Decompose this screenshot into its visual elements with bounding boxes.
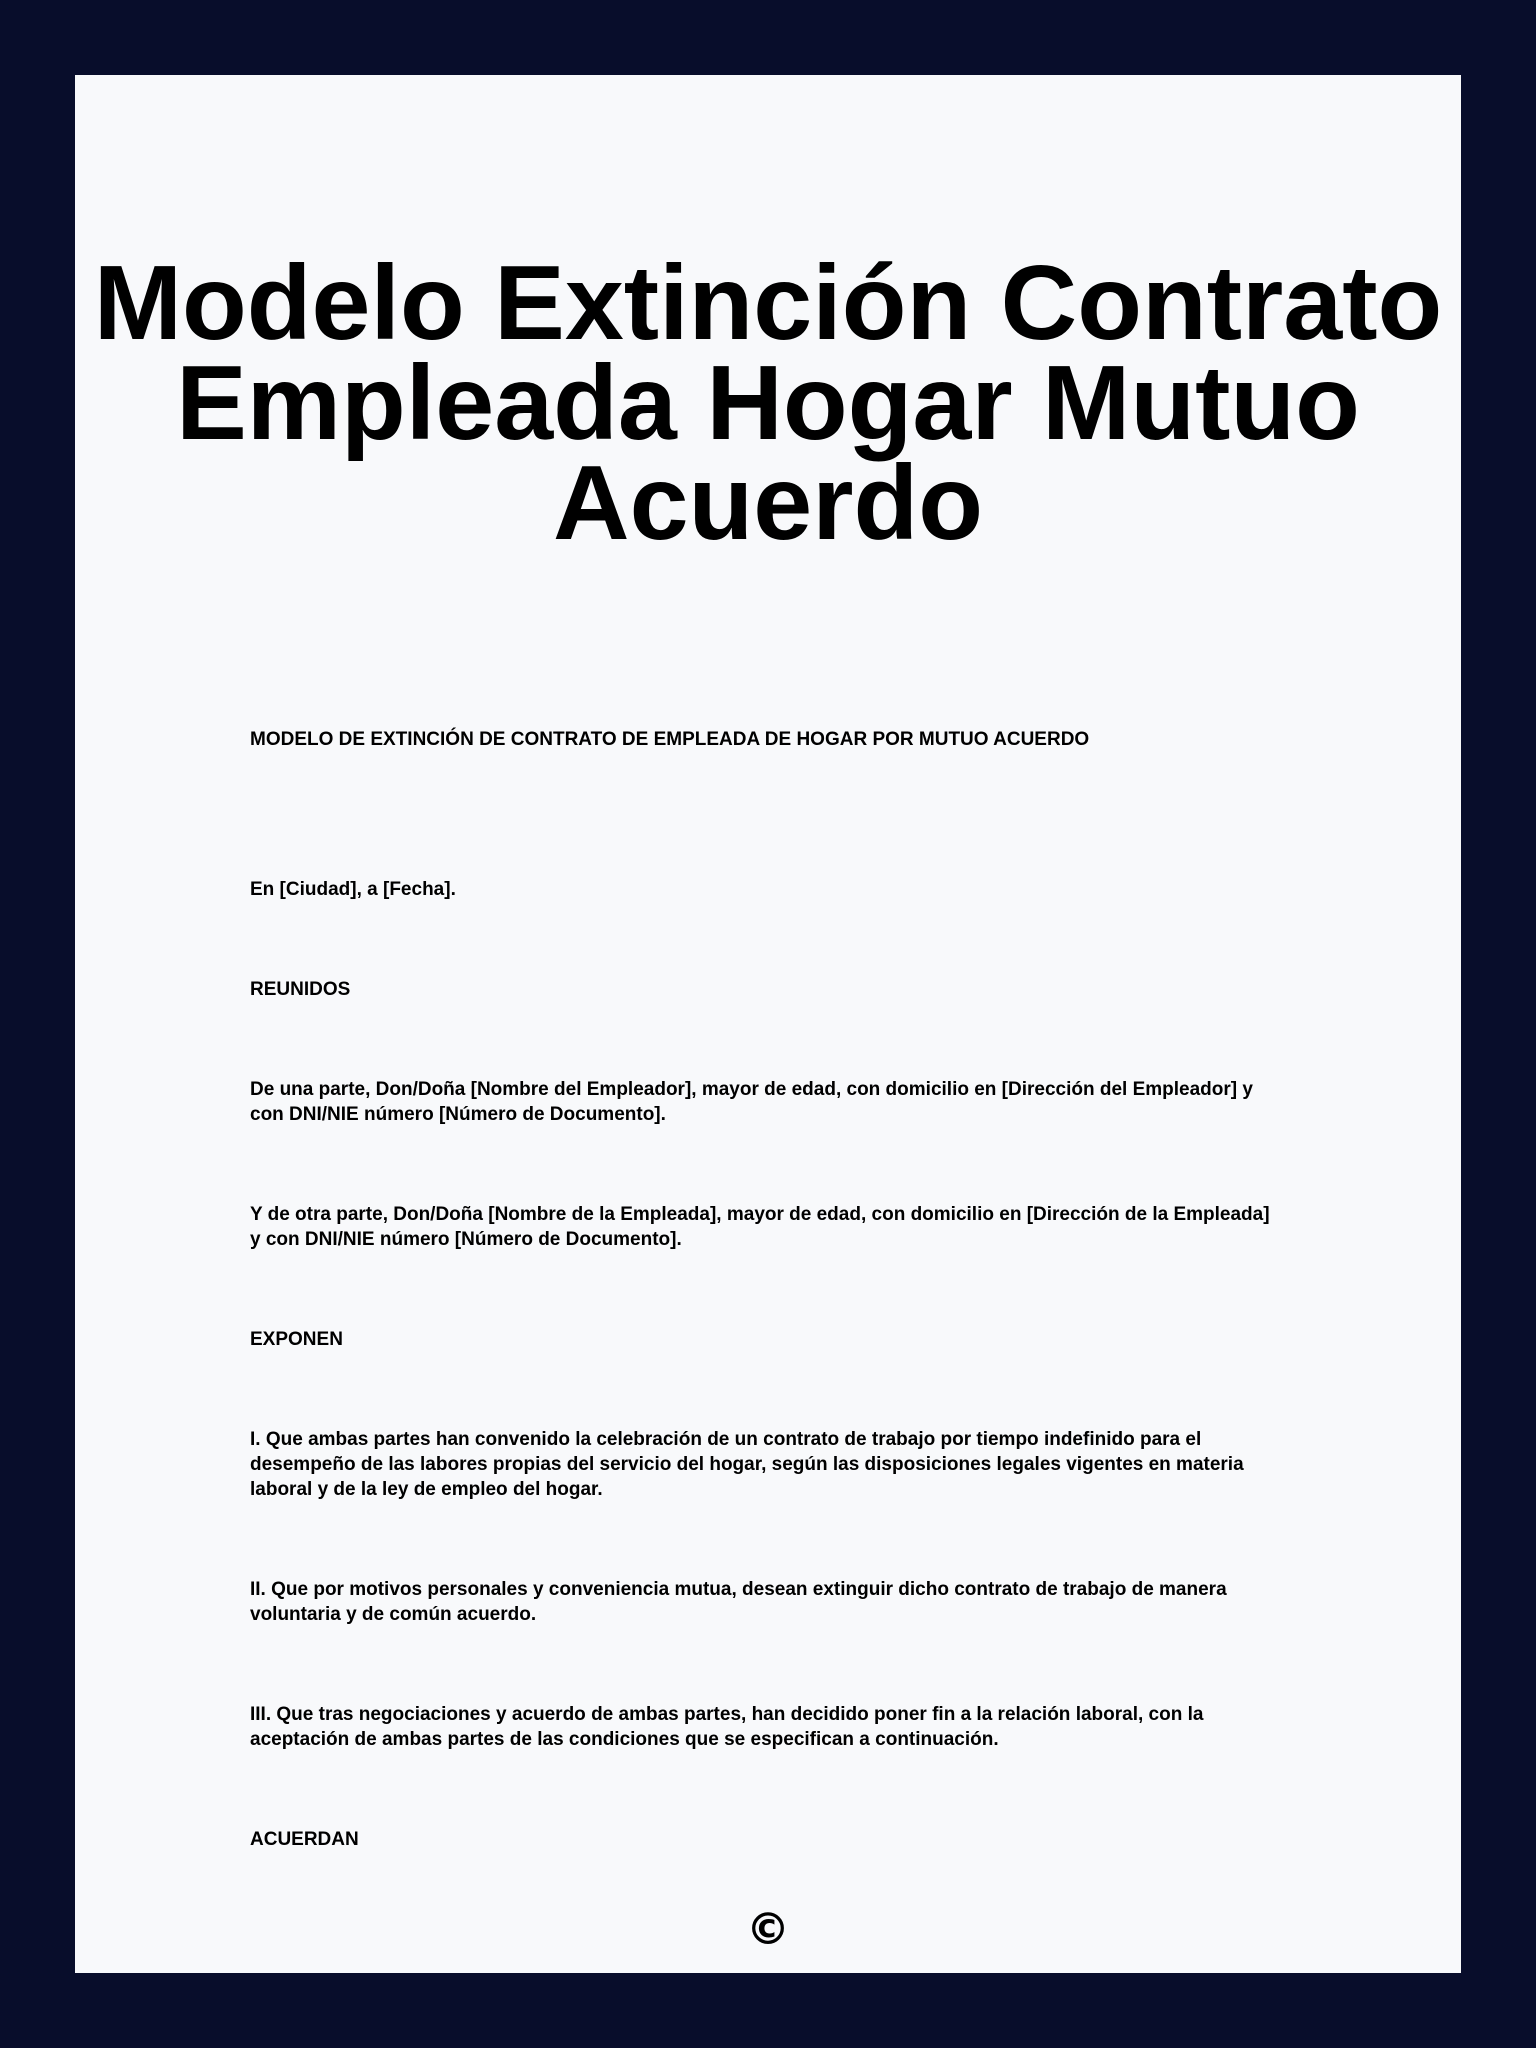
employer-party-paragraph: De una parte, Don/Doña [Nombre del Empleador], mayor de edad, con domicilio en [Dirección del Empleador] y con DNI/NIE número [Número de Documento].: [250, 1079, 1253, 1125]
document-heading: MODELO DE EXTINCIÓN DE CONTRATO DE EMPLEADA DE HOGAR POR MUTUO ACUERDO: [250, 729, 1090, 750]
document-page: [75, 75, 1461, 1973]
clause-i-paragraph: I. Que ambas partes han convenido la celebración de un contrato de trabajo por tiempo indefinido para el desempeño de las labores propias del servicio del hogar, según las disposiciones legales vigentes en materia laboral y de la ley de empleo del hogar.: [250, 1429, 1244, 1500]
reunidos-label: REUNIDOS: [250, 979, 351, 1000]
clause-ii-paragraph: II. Que por motivos personales y conveniencia mutua, desean extinguir dicho contrato de trabajo de manera voluntaria y de común acuerdo.: [250, 1579, 1227, 1625]
acuerdan-label: ACUERDAN: [250, 1829, 359, 1850]
clause-iii-paragraph: III. Que tras negociaciones y acuerdo de ambas partes, han decidido poner fin a la relación laboral, con la aceptación de ambas partes de las condiciones que se especifican a continuación.: [250, 1704, 1204, 1750]
copyright-icon: ©: [746, 1904, 790, 1955]
exponen-label: EXPONEN: [250, 1329, 343, 1350]
employee-party-paragraph: Y de otra parte, Don/Doña [Nombre de la Empleada], mayor de edad, con domicilio en [Dirección de la Empleada] y con DNI/NIE número [Número de Documento].: [250, 1204, 1270, 1250]
place-date-line: En [Ciudad], a [Fecha].: [250, 879, 456, 900]
document-title: Modelo Extinción Contrato Empleada Hogar Mutuo Acuerdo: [93, 244, 1443, 562]
